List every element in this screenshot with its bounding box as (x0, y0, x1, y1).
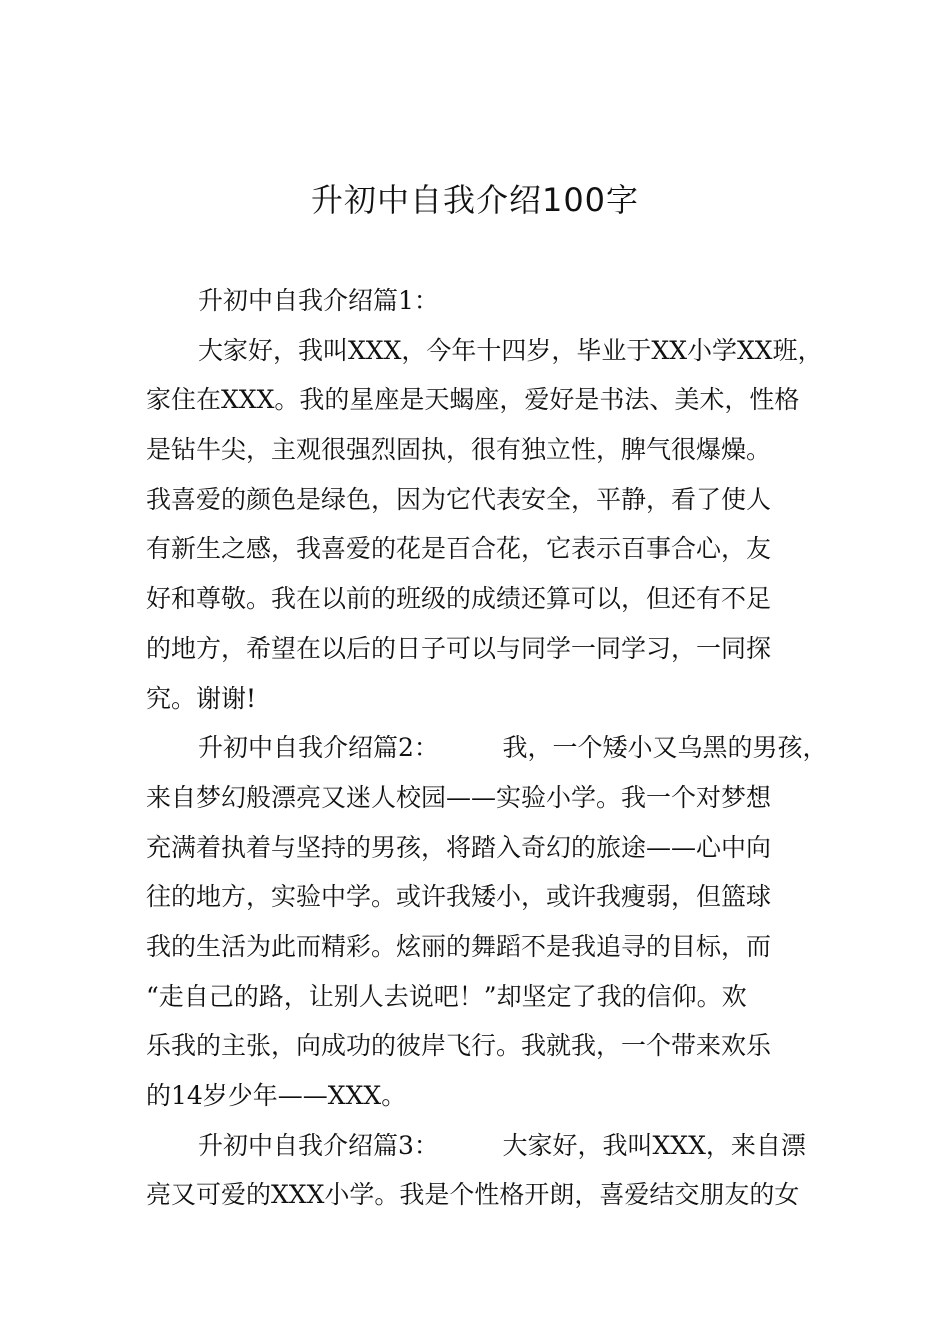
text-line: “走自己的路，让别人去说吧！”却坚定了我的信仰。欢 (146, 981, 747, 1011)
text-line: 的地方，希望在以后的日子可以与同学一同学习，一同探 (146, 633, 772, 663)
text-line: 升初中自我介绍篇3： 大家好，我叫XXX，来自漂 (198, 1130, 806, 1160)
text-line: 来自梦幻般漂亮又迷人校园——实验小学。我一个对梦想 (146, 782, 772, 812)
text-line: 升初中自我介绍篇1： (198, 286, 439, 315)
document-body (146, 276, 826, 1220)
text-line: 亮又可爱的XXX小学。我是个性格开朗，喜爱结交朋友的女 (146, 1180, 800, 1210)
text-line: 好和尊敬。我在以前的班级的成绩还算可以，但还有不足 (146, 584, 772, 614)
text-line: 家住在XXX。我的星座是天蝎座，爱好是书法、美术，性格 (146, 385, 800, 415)
text-line: 往的地方，实验中学。或许我矮小，或许我瘦弱，但篮球 (146, 882, 772, 912)
text-line: 是钻牛尖，主观很强烈固执，很有独立性，脾气很爆燥。 (146, 435, 772, 465)
text-line: 我喜爱的颜色是绿色，因为它代表安全，平静，看了使人 (146, 484, 772, 514)
text-line: 有新生之感，我喜爱的花是百合花，它表示百事合心，友 (146, 534, 772, 564)
document-title: 升初中自我介绍100字 (310, 181, 640, 219)
text-line: 的14岁少年——XXX。 (146, 1081, 407, 1110)
text-line: 大家好，我叫XXX，今年十四岁，毕业于XX小学XX班， (198, 335, 823, 365)
text-line: 乐我的主张，向成功的彼岸飞行。我就我，一个带来欢乐 (146, 1031, 772, 1061)
text-line: 究。谢谢! (146, 683, 257, 713)
text-line: 我的生活为此而精彩。炫丽的舞蹈不是我追寻的目标，而 (146, 931, 772, 961)
text-line: 升初中自我介绍篇2： 我，一个矮小又乌黑的男孩， (198, 733, 828, 763)
text-line: 充满着执着与坚持的男孩，将踏入奇幻的旅途——心中向 (146, 832, 772, 862)
